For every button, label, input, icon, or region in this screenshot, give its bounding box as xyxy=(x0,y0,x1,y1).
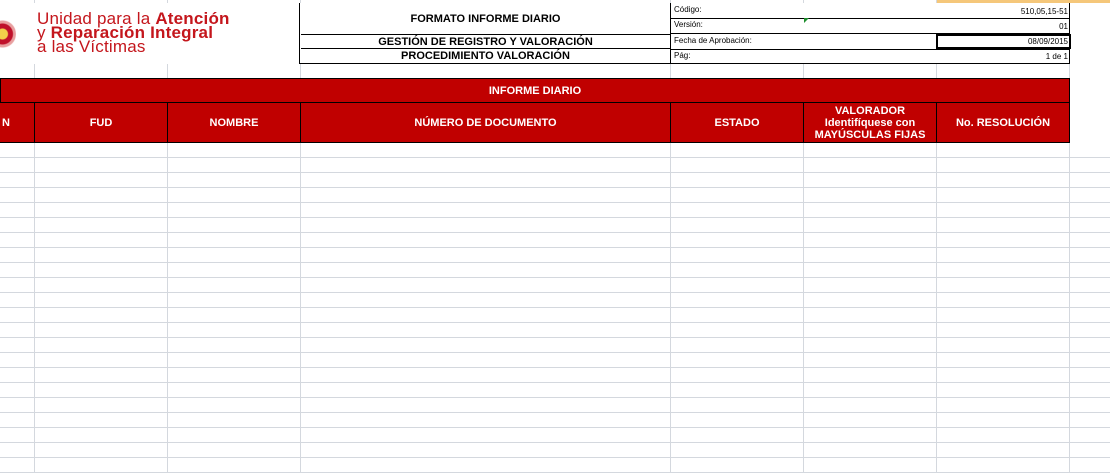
column-header-valorador[interactable]: VALORADOR Identifíquese con MAYÚSCULAS FIJAS xyxy=(803,103,937,143)
codigo-label: Código: xyxy=(674,5,702,14)
procedure-cell[interactable] xyxy=(301,49,670,64)
report-title[interactable]: INFORME DIARIO xyxy=(0,78,1070,103)
process-name: GESTIÓN DE REGISTRO Y VALORACIÓN xyxy=(378,35,593,48)
procedure-name: PROCEDIMIENTO VALORACIÓN xyxy=(401,50,570,62)
process-cell[interactable] xyxy=(301,35,670,49)
version-value[interactable]: 01 xyxy=(1059,22,1068,31)
pag-value[interactable]: 1 de 1 xyxy=(1045,52,1068,61)
column-header-nombre[interactable]: NOMBRE xyxy=(167,103,301,143)
organization-logo: Unidad para la Atención y Reparación Integral a las Víctimas xyxy=(37,9,230,56)
comment-indicator-icon xyxy=(804,18,809,23)
column-header-n[interactable]: N xyxy=(0,103,35,143)
column-header-fud[interactable]: FUD xyxy=(34,103,168,143)
pag-label: Pág: xyxy=(674,51,691,60)
column-header-no-resolucion[interactable]: No. RESOLUCIÓN xyxy=(936,103,1070,143)
divider xyxy=(671,49,1070,50)
column-header-estado[interactable]: ESTADO xyxy=(670,103,804,143)
column-header-numero-documento[interactable]: NÚMERO DE DOCUMENTO xyxy=(300,103,671,143)
divider xyxy=(671,18,1070,19)
fecha-value[interactable]: 08/09/2015 xyxy=(1027,37,1068,46)
format-title: FORMATO INFORME DIARIO xyxy=(410,12,561,25)
fecha-label: Fecha de Aprobación: xyxy=(674,36,752,45)
codigo-value[interactable]: 510,05,15-51 xyxy=(1020,7,1068,16)
format-title-cell[interactable] xyxy=(301,3,670,35)
version-label: Versión: xyxy=(674,20,703,29)
